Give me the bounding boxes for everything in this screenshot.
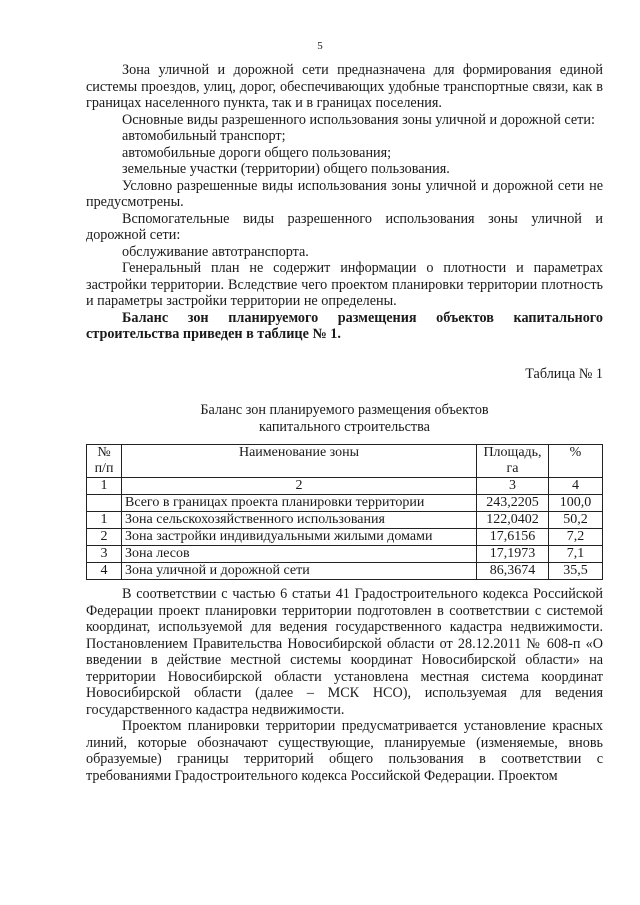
list-item-use: автомобильный транспорт; — [122, 128, 286, 144]
paragraph-coordinate-system: В соответствии с частью 6 статьи 41 Градостроительного кодекса Российской Федерации проект планировки территории подготовлен в соответствии с системой координат, используемой для ведения государственного кадастра недвижимости. Постановлением Правительства Новосибирской области от 28.12.2011 № 608-п «О введении в действие местной системы координат Новосибирской области» на территории Новосибирской области установлена местная система координат Новосибирской области (далее – МСК НСО), используемая для ведения государственного кадастра недвижимости. — [86, 586, 603, 718]
table-cell: 7,1 — [549, 546, 603, 563]
table-title-line: капитального строительства — [259, 418, 430, 435]
paragraph-main-uses: Основные виды разрешенного использования зоны уличной и дорожной сети: — [122, 111, 595, 128]
table-cell: 50,2 — [549, 512, 603, 529]
table-title — [86, 402, 603, 435]
table-cell — [87, 495, 122, 512]
header-area: Площадь, га — [477, 445, 549, 478]
paragraph-red-lines: Проектом планировки территории предусматривается установление красных линий, которые обозначают существующие, планируемые (изменяемые, вновь образуемые) границы территорий общего пользования в соответствии с требованиями Градостроительного кодекса Российской Федерации. Проектом — [86, 718, 603, 784]
table-index-row — [87, 478, 603, 495]
header-pct: % — [549, 445, 603, 478]
table-title-line: Баланс зон планируемого размещения объектов — [200, 402, 489, 418]
page-number: 5 — [317, 40, 323, 52]
table-cell: Зона лесов — [122, 546, 477, 563]
table-cell: 122,0402 — [477, 512, 549, 529]
header-num: № п/п — [87, 445, 122, 478]
table-cell: 86,3674 — [477, 563, 549, 580]
table-label: Таблица № 1 — [525, 365, 603, 382]
table-cell: Зона застройки индивидуальными жилыми домами — [122, 529, 477, 546]
paragraph-conditional-uses: Условно разрешенные виды использования зоны уличной и дорожной сети не предусмотрены. — [86, 177, 603, 210]
paragraph-auxiliary-uses: Вспомогательные виды разрешенного использования зоны уличной и дорожной сети: — [86, 210, 603, 243]
paragraph-general-plan: Генеральный план не содержит информации о плотности и параметрах застройки территории. Вследствие чего проектом планировки территории плотность и параметры застройки территории не определены. — [86, 260, 603, 309]
table-row — [87, 529, 603, 546]
table-cell: 243,2205 — [477, 495, 549, 512]
table-cell: 1 — [87, 478, 122, 495]
table-cell: Всего в границах проекта планировки территории — [122, 495, 477, 512]
table-row — [87, 495, 603, 512]
table-cell: 2 — [87, 529, 122, 546]
table-row — [87, 563, 603, 580]
table-cell: 4 — [549, 478, 603, 495]
list-item-use: обслуживание автотранспорта. — [122, 243, 309, 260]
table-cell: 1 — [87, 512, 122, 529]
table-cell: 17,6156 — [477, 529, 549, 546]
table-row — [87, 512, 603, 529]
table-row — [87, 546, 603, 563]
paragraph-balance-intro: Баланс зон планируемого размещения объектов капитального строительства приведен в таблице № 1. — [86, 309, 603, 342]
header-name: Наименование зоны — [122, 445, 477, 478]
table-header-row — [87, 445, 603, 478]
balance-table — [86, 444, 603, 580]
list-item-use: земельные участки (территории) общего пользования. — [122, 161, 450, 177]
list-item-use: автомобильные дороги общего пользования; — [122, 144, 392, 161]
table-cell: 4 — [87, 563, 122, 580]
table-cell: Зона сельскохозяйственного использования — [122, 512, 477, 529]
table-cell: 2 — [122, 478, 477, 495]
document-body — [86, 62, 603, 784]
table-cell: 3 — [477, 478, 549, 495]
table-cell: 3 — [87, 546, 122, 563]
table-cell: 100,0 — [549, 495, 603, 512]
table-cell: 35,5 — [549, 563, 603, 580]
table-cell: 17,1973 — [477, 546, 549, 563]
table-cell: 7,2 — [549, 529, 603, 546]
paragraph-zone-purpose: Зона уличной и дорожной сети предназначена для формирования единой системы проездов, улиц, дорог, обеспечивающих удобные транспортные связи, как в границах населенного пункта, так и в границах поселения. — [86, 62, 603, 111]
table-cell: Зона уличной и дорожной сети — [122, 563, 477, 580]
